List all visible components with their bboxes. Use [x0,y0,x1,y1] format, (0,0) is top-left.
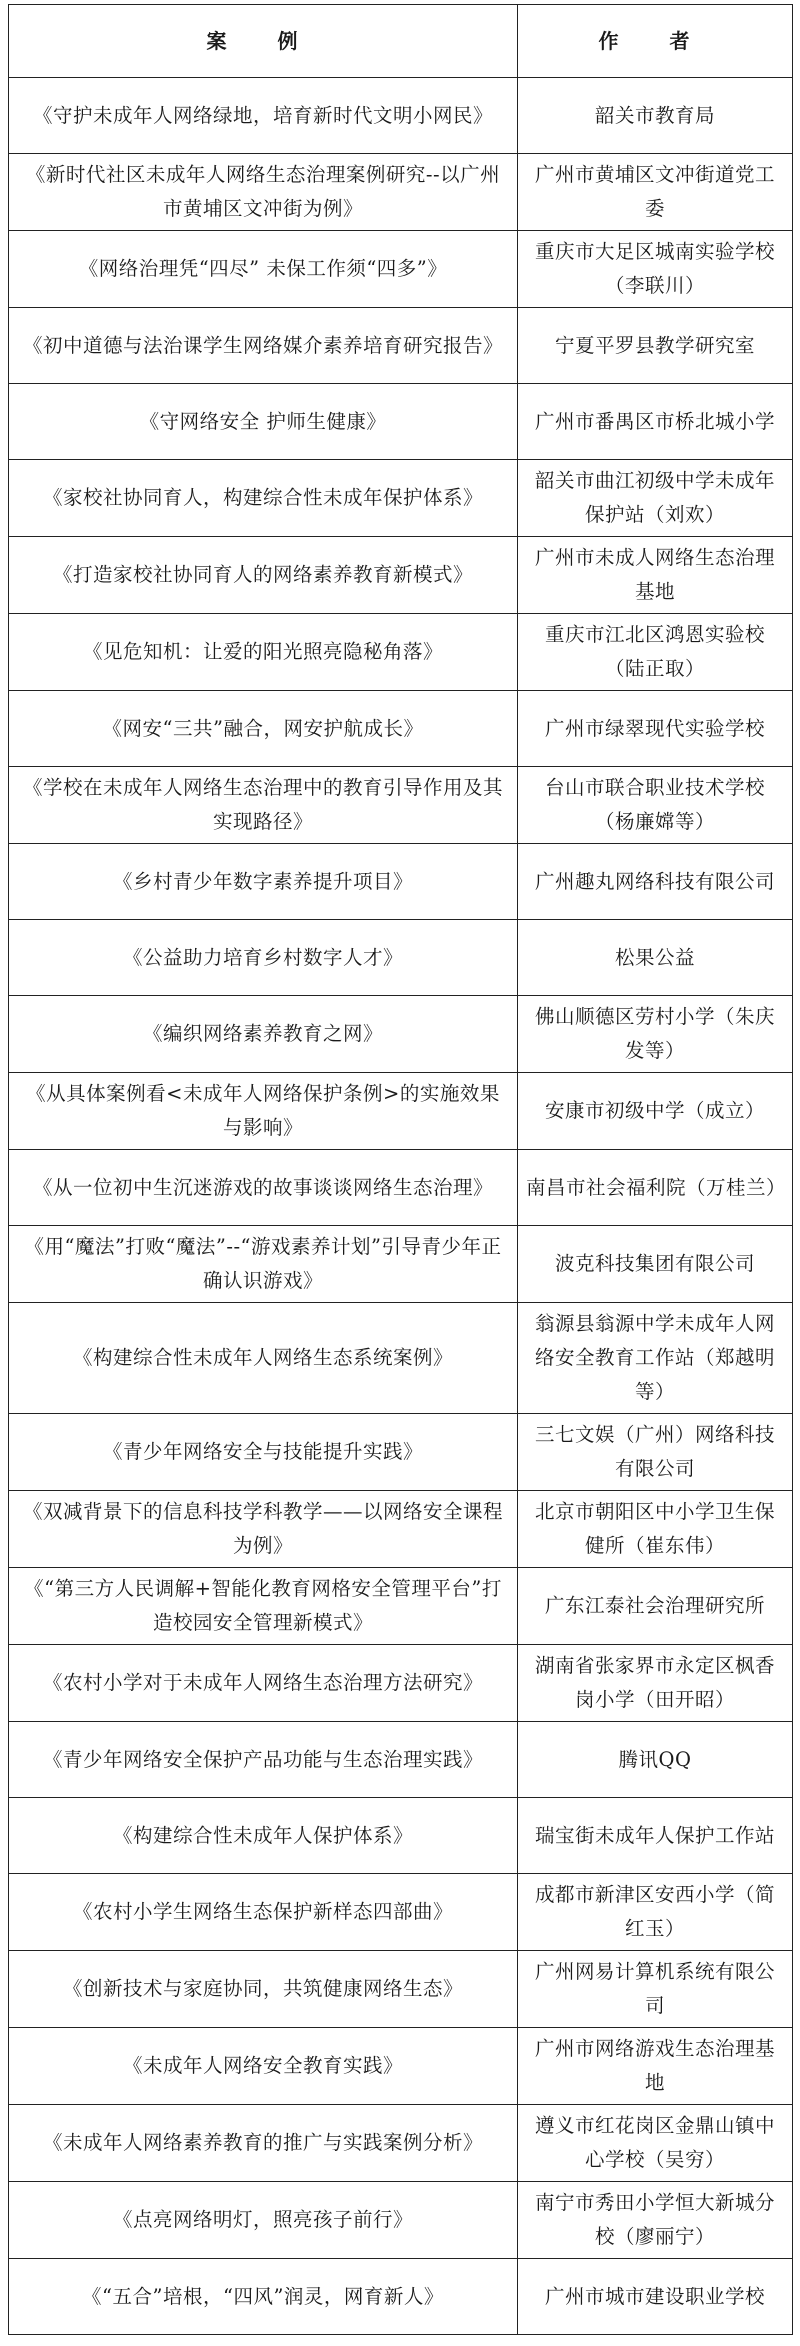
case-title-cell: 《新时代社区未成年人网络生态治理案例研究--以广州市黄埔区文冲街为例》 [9,154,518,231]
author-cell: 北京市朝阳区中小学卫生保健所（崔东伟） [518,1491,793,1568]
author-cell: 广州市黄埔区文冲街道党工委 [518,154,793,231]
case-title-cell: 《从具体案例看<未成年人网络保护条例>的实施效果与影响》 [9,1073,518,1150]
case-title-cell: 《农村小学生网络生态保护新样态四部曲》 [9,1874,518,1951]
case-title-cell: 《打造家校社协同育人的网络素养教育新模式》 [9,537,518,614]
author-cell: 韶关市教育局 [518,78,793,154]
table-row [9,1303,793,1414]
table-row [9,1951,793,2028]
table-row [9,691,793,767]
author-cell: 宁夏平罗县教学研究室 [518,308,793,384]
author-cell: 湖南省张家界市永定区枫香岗小学（田开昭） [518,1645,793,1722]
case-title-cell: 《守护未成年人网络绿地，培育新时代文明小网民》 [9,78,518,154]
author-cell: 腾讯QQ [518,1722,793,1798]
author-cell: 重庆市大足区城南实验学校（李联川） [518,231,793,308]
author-cell: 松果公益 [518,920,793,996]
table-row [9,1798,793,1874]
case-title-cell: 《构建综合性未成年人保护体系》 [9,1798,518,1874]
table-row [9,996,793,1073]
author-cell: 佛山顺德区劳村小学（朱庆发等） [518,996,793,1073]
table-row [9,154,793,231]
table-row [9,231,793,308]
author-cell: 广州市网络游戏生态治理基地 [518,2028,793,2105]
case-title-cell: 《编织网络素养教育之网》 [9,996,518,1073]
author-cell: 南宁市秀田小学恒大新城分校（廖丽宁） [518,2182,793,2259]
header-case: 案 例 [9,5,518,78]
case-title-cell: 《守网络安全 护师生健康》 [9,384,518,460]
case-title-cell: 《乡村青少年数字素养提升项目》 [9,844,518,920]
table-row [9,384,793,460]
author-cell: 广州趣丸网络科技有限公司 [518,844,793,920]
table-row [9,844,793,920]
table-row [9,2105,793,2182]
author-cell: 遵义市红花岗区金鼎山镇中心学校（吴穷） [518,2105,793,2182]
table-row [9,1150,793,1226]
case-title-cell: 《公益助力培育乡村数字人才》 [9,920,518,996]
table-row [9,1073,793,1150]
table-row [9,2182,793,2259]
table-row [9,1645,793,1722]
table-row [9,614,793,691]
table-row [9,1414,793,1491]
case-title-cell: 《“五合”培根，“四风”润灵，网育新人》 [9,2259,518,2335]
table-row [9,537,793,614]
case-title-cell: 《青少年网络安全与技能提升实践》 [9,1414,518,1491]
author-cell: 台山市联合职业技术学校（杨廉嫦等） [518,767,793,844]
table-row [9,2028,793,2105]
table-row [9,1226,793,1303]
case-title-cell: 《家校社协同育人，构建综合性未成年保护体系》 [9,460,518,537]
table-body [9,78,793,2335]
case-title-cell: 《初中道德与法治课学生网络媒介素养培育研究报告》 [9,308,518,384]
author-cell: 广州市城市建设职业学校 [518,2259,793,2335]
table-row [9,1874,793,1951]
case-title-cell: 《从一位初中生沉迷游戏的故事谈谈网络生态治理》 [9,1150,518,1226]
author-cell: 广州市番禺区市桥北城小学 [518,384,793,460]
author-cell: 瑞宝街未成年人保护工作站 [518,1798,793,1874]
author-cell: 安康市初级中学（成立） [518,1073,793,1150]
case-title-cell: 《点亮网络明灯，照亮孩子前行》 [9,2182,518,2259]
case-title-cell: 《见危知机：让爱的阳光照亮隐秘角落》 [9,614,518,691]
case-list-document [8,4,792,2335]
table-row [9,1722,793,1798]
case-title-cell: 《创新技术与家庭协同，共筑健康网络生态》 [9,1951,518,2028]
author-cell: 三七文娱（广州）网络科技有限公司 [518,1414,793,1491]
case-title-cell: 《“第三方人民调解+智能化教育网格安全管理平台”打造校园安全管理新模式》 [9,1568,518,1645]
case-title-cell: 《未成年人网络安全教育实践》 [9,2028,518,2105]
case-title-cell: 《学校在未成年人网络生态治理中的教育引导作用及其实现路径》 [9,767,518,844]
author-cell: 翁源县翁源中学未成年人网络安全教育工作站（郑越明等） [518,1303,793,1414]
author-cell: 广州网易计算机系统有限公司 [518,1951,793,2028]
author-cell: 波克科技集团有限公司 [518,1226,793,1303]
author-cell: 成都市新津区安西小学（简红玉） [518,1874,793,1951]
author-cell: 广州市绿翠现代实验学校 [518,691,793,767]
author-cell: 广东江泰社会治理研究所 [518,1568,793,1645]
case-title-cell: 《用“魔法”打败“魔法”--“游戏素养计划”引导青少年正确认识游戏》 [9,1226,518,1303]
table-row [9,78,793,154]
table-row [9,1568,793,1645]
case-title-cell: 《网络治理凭“四尽” 未保工作须“四多”》 [9,231,518,308]
case-title-cell: 《农村小学对于未成年人网络生态治理方法研究》 [9,1645,518,1722]
author-cell: 重庆市江北区鸿恩实验校（陆正取） [518,614,793,691]
author-cell: 南昌市社会福利院（万桂兰） [518,1150,793,1226]
table-row [9,2259,793,2335]
table-row [9,1491,793,1568]
author-cell: 韶关市曲江初级中学未成年保护站（刘欢） [518,460,793,537]
table-row [9,308,793,384]
table-row [9,920,793,996]
case-title-cell: 《青少年网络安全保护产品功能与生态治理实践》 [9,1722,518,1798]
case-title-cell: 《双减背景下的信息科技学科教学——以网络安全课程为例》 [9,1491,518,1568]
table-header-row [9,5,793,78]
case-title-cell: 《未成年人网络素养教育的推广与实践案例分析》 [9,2105,518,2182]
header-author: 作 者 [518,5,793,78]
table-row [9,460,793,537]
author-cell: 广州市未成人网络生态治理基地 [518,537,793,614]
table-row [9,767,793,844]
case-author-table [8,4,793,2335]
case-title-cell: 《构建综合性未成年人网络生态系统案例》 [9,1303,518,1414]
case-title-cell: 《网安“三共”融合，网安护航成长》 [9,691,518,767]
